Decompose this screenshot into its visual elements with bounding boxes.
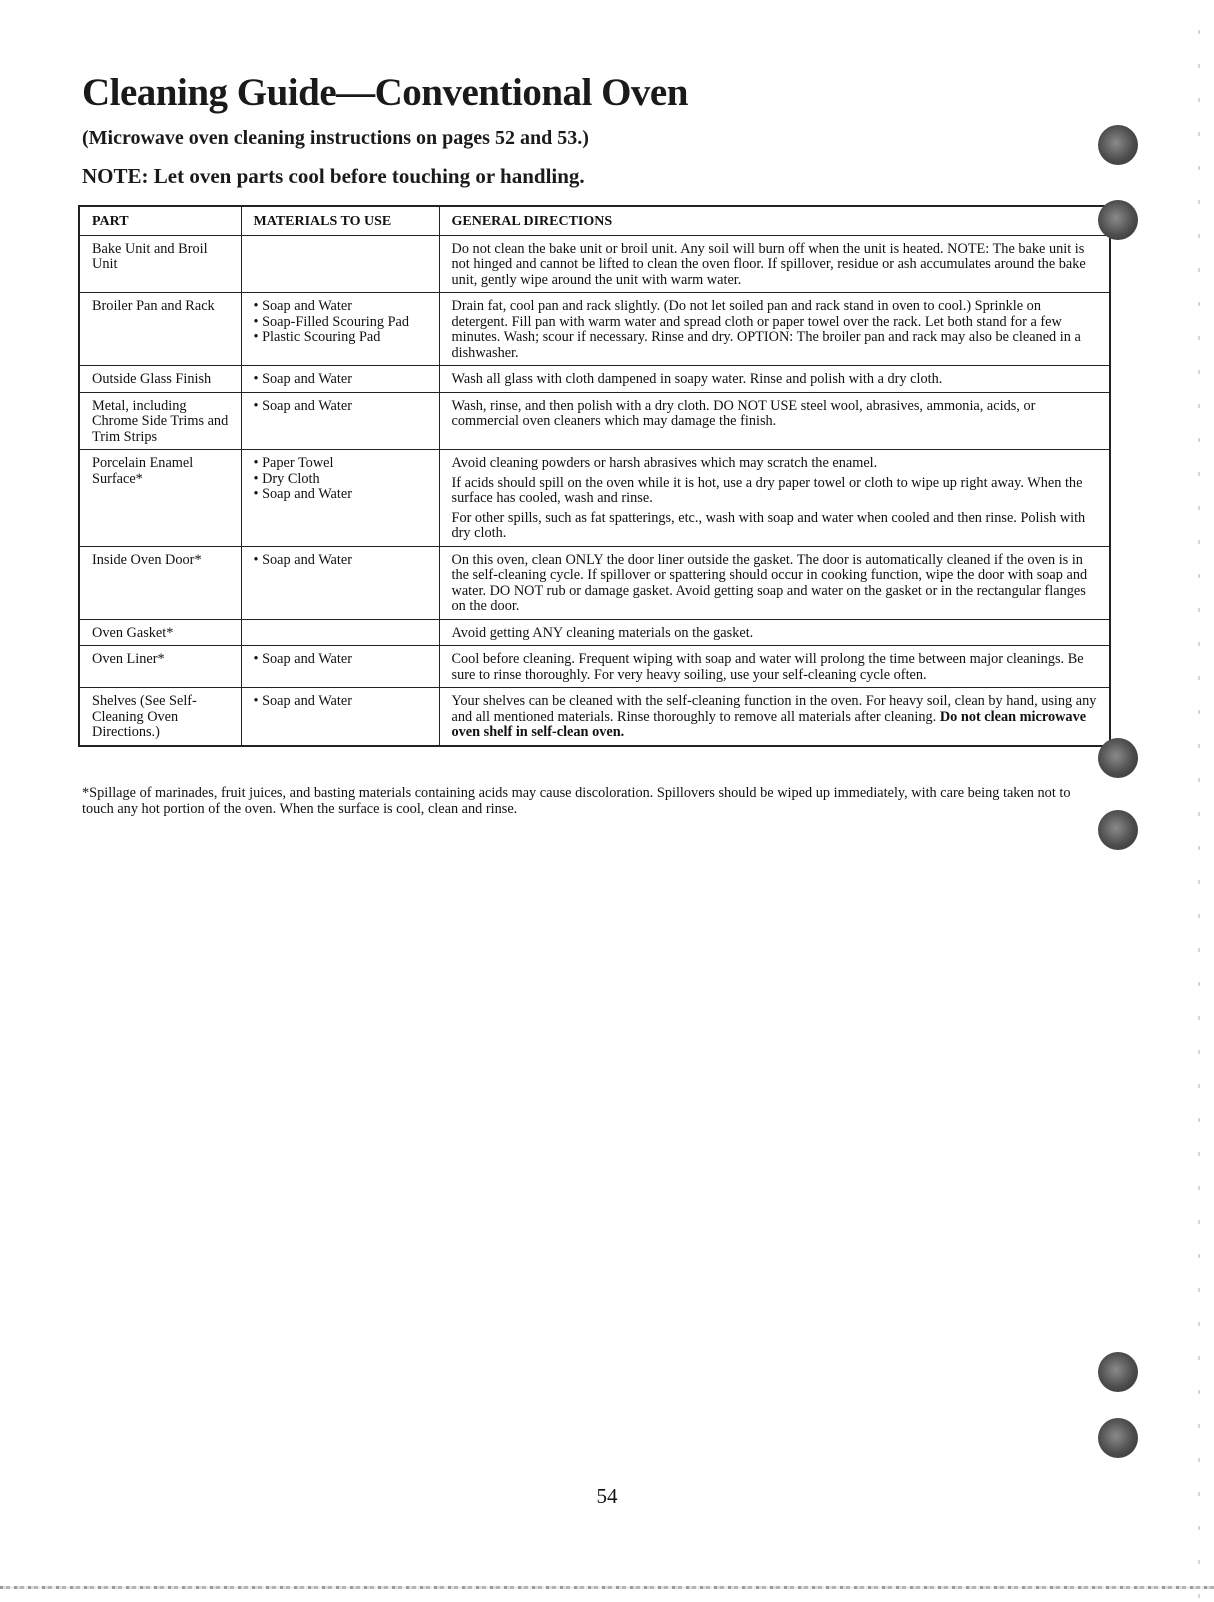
material-item: • Soap and Water [253, 486, 352, 502]
directions-cell [439, 293, 1110, 366]
materials-cell [241, 546, 439, 619]
materials-cell [241, 392, 439, 450]
part-cell: Shelves (See Self-Cleaning Oven Directions.) [79, 688, 241, 746]
part-cell: Oven Gasket* [79, 619, 241, 646]
part-cell: Outside Glass Finish [79, 366, 241, 393]
material-item: • Soap and Water [253, 371, 352, 387]
material-item: • Dry Cloth [253, 470, 320, 487]
table-row [79, 688, 1110, 746]
direction-sentence: Do not clean the bake unit or broil unit. Any soil will burn off when the unit is heated. NOTE: The bake unit is not hinged and cannot be lifted to clean the oven floor. If spillover, residue or ash accumulates around the bake unit, gently wipe around the unit with warm water. [451, 240, 1086, 288]
direction-text [452, 476, 1100, 507]
table-row [79, 366, 1110, 393]
material-item: • Paper Towel [253, 455, 334, 471]
direction-text [452, 652, 1100, 683]
direction-sentence: For other spills, such as fat spatterings, etc., wash with soap and water when cooled and then rinse. Polish with dry cloth. [451, 509, 1086, 541]
direction-text [452, 299, 1100, 361]
direction-text [452, 553, 1100, 615]
page-title: Cleaning Guide—Conventional Oven [82, 71, 688, 114]
page-number: 54 [596, 1484, 618, 1508]
table-body [79, 235, 1110, 746]
binder-hole-icon [1098, 125, 1138, 165]
footnote: *Spillage of marinades, fruit juices, and basting materials containing acids may cause discoloration. Spillovers should be wiped up immediately, with care being taken not to touch any hot portion of the oven. When the surface is cool, clean and rinse. [82, 785, 1071, 817]
direction-text [452, 456, 1100, 472]
direction-sentence: Drain fat, cool pan and rack slightly. (Do not let soiled pan and rack stand in oven to cool.) Sprinkle on detergent. Fill pan with warm water and spread cloth or paper towel over the rack. Let both stand for a few minutes. Wash; scour if necessary. Rinse and dry. OPTION: The broiler pan and rack may also be cleaned in a dishwasher. [451, 298, 1081, 361]
directions-cell [439, 619, 1110, 646]
directions-cell [439, 646, 1110, 688]
materials-cell [241, 450, 439, 547]
direction-text [452, 694, 1100, 741]
directions-cell [439, 366, 1110, 393]
materials-cell [241, 646, 439, 688]
binder-hole-icon [1098, 1418, 1138, 1458]
table-row [79, 619, 1110, 646]
direction-sentence: Avoid cleaning powders or harsh abrasives which may scratch the enamel. [451, 455, 878, 471]
direction-text [452, 626, 1100, 642]
header-directions: GENERAL DIRECTIONS [439, 206, 1110, 235]
direction-sentence: Wash, rinse, and then polish with a dry cloth. DO NOT USE steel wool, abrasives, ammonia, acids, or commercial oven cleaners which may damage the finish. [451, 397, 1036, 429]
table-row [79, 235, 1110, 293]
material-item: • Soap and Water [253, 397, 352, 414]
scan-edge [0, 1586, 1214, 1589]
material-item: • Plastic Scouring Pad [253, 329, 381, 345]
material-item: • Soap and Water [253, 651, 352, 667]
direction-warning: Do not clean microwave oven shelf in self-clean oven. [451, 708, 1087, 740]
header-part: PART [79, 206, 241, 235]
directions-cell [439, 235, 1110, 293]
direction-sentence: If acids should spill on the oven while it is hot, use a dry paper towel or cloth to wipe up right away. When the surface has cooled, wash and rinse. [451, 474, 1083, 506]
material-item: • Soap-Filled Scouring Pad [253, 313, 410, 330]
header-materials: MATERIALS TO USE [241, 206, 439, 235]
part-cell: Bake Unit and Broil Unit [79, 235, 241, 293]
table-row [79, 646, 1110, 688]
part-cell: Inside Oven Door* [79, 546, 241, 619]
materials-cell [241, 619, 439, 646]
cleaning-guide-table [78, 205, 1111, 747]
page-subtitle: (Microwave oven cleaning instructions on pages 52 and 53.) [82, 127, 589, 149]
part-cell: Metal, including Chrome Side Trims and Trim Strips [79, 392, 241, 450]
table-row [79, 293, 1110, 366]
binder-hole-icon [1098, 810, 1138, 850]
materials-cell [241, 688, 439, 746]
materials-cell [241, 366, 439, 393]
direction-text [452, 372, 1100, 388]
directions-cell [439, 546, 1110, 619]
part-cell: Porcelain Enamel Surface* [79, 450, 241, 547]
material-item: • Soap and Water [253, 551, 352, 568]
part-cell: Broiler Pan and Rack [79, 293, 241, 366]
direction-sentence: Your shelves can be cleaned with the self-cleaning function in the oven. For heavy soil, clean by hand, using any and all mentioned materials. Rinse thoroughly to remove all materials after cleaning. [451, 693, 1097, 725]
materials-cell [241, 235, 439, 293]
binder-hole-icon [1098, 1352, 1138, 1392]
directions-cell [439, 450, 1110, 547]
directions-cell [439, 392, 1110, 450]
direction-text [452, 242, 1100, 289]
direction-text [452, 399, 1100, 430]
table-header-row [79, 206, 1110, 235]
direction-sentence: Cool before cleaning. Frequent wiping with soap and water will prolong the time between major cleanings. Be sure to rinse thoroughly. For very heavy soiling, use your self-cleaning cycle often. [451, 651, 1084, 683]
part-cell: Oven Liner* [79, 646, 241, 688]
material-item: • Soap and Water [253, 693, 352, 709]
directions-cell [439, 688, 1110, 746]
table-row [79, 450, 1110, 547]
materials-cell [241, 293, 439, 366]
safety-note: NOTE: Let oven parts cool before touching or handling. [82, 164, 585, 188]
direction-sentence: Avoid getting ANY cleaning materials on the gasket. [451, 624, 754, 641]
scan-edge-right [1198, 0, 1200, 1602]
table-row [79, 392, 1110, 450]
table-row [79, 546, 1110, 619]
binder-hole-icon [1098, 200, 1138, 240]
direction-text [452, 511, 1100, 542]
binder-hole-icon [1098, 738, 1138, 778]
direction-sentence: Wash all glass with cloth dampened in soapy water. Rinse and polish with a dry cloth. [451, 371, 943, 387]
material-item: • Soap and Water [253, 298, 352, 314]
direction-sentence: On this oven, clean ONLY the door liner outside the gasket. The door is automatically cleaned if the oven is in the self-cleaning cycle. If spillover or spattering should occur in cooking function, wipe the door with soap and water. DO NOT rub or damage gasket. Avoid getting soap and water on the gasket or in the rectangular flanges on the door. [451, 551, 1088, 614]
